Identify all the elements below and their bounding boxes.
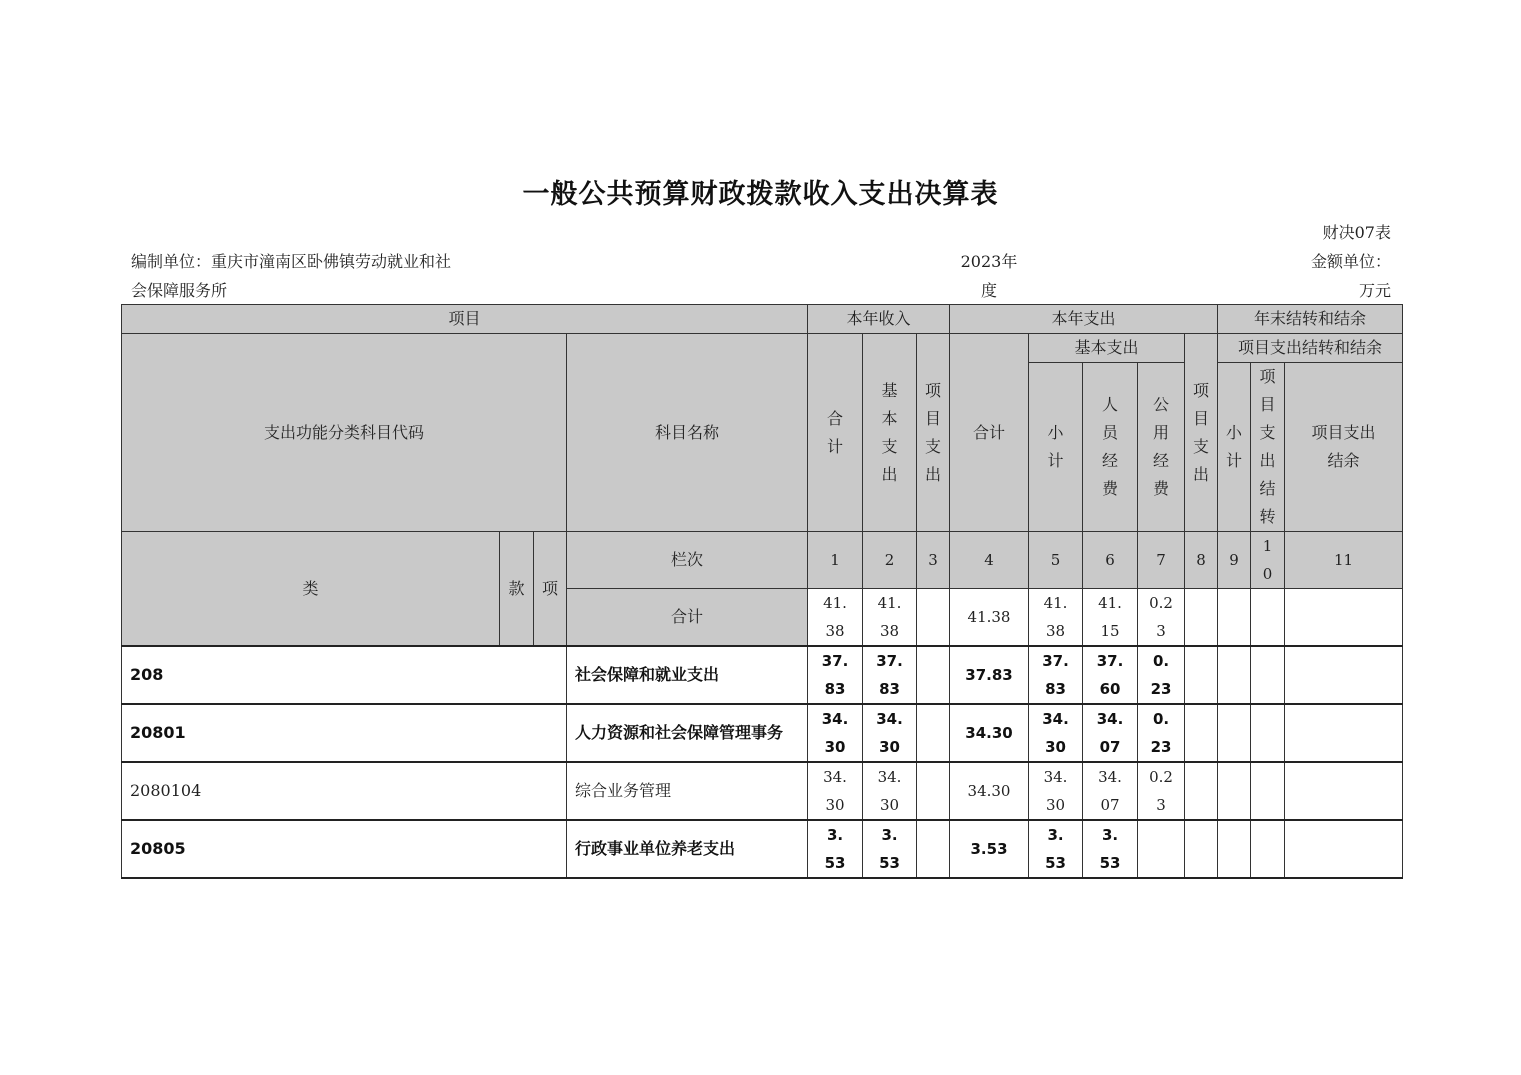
row-value: 37.60 — [1083, 646, 1138, 704]
row-value — [1251, 762, 1285, 820]
total-cell: 41.38 — [1029, 589, 1083, 647]
col-num: 7 — [1138, 532, 1185, 589]
row-value — [917, 704, 950, 762]
row-value — [1185, 646, 1218, 704]
row-code: 208 — [122, 646, 567, 704]
compiling-unit-line2: 会保障服务所 — [131, 281, 228, 300]
header-project-carryover: 项目支出结转和结余 — [1218, 334, 1403, 363]
header-xiang: 项 — [534, 532, 567, 647]
col-num: 9 — [1218, 532, 1251, 589]
header-income-basic: 基本支出 — [863, 334, 917, 532]
row-value — [917, 646, 950, 704]
col-num: 11 — [1285, 532, 1403, 589]
amount-unit-line1: 金额单位： — [1310, 252, 1391, 271]
col-num: 10 — [1251, 532, 1285, 589]
row-value: 0.23 — [1138, 704, 1185, 762]
row-name: 行政事业单位养老支出 — [567, 820, 808, 878]
row-code: 20805 — [122, 820, 567, 878]
total-cell: 0.23 — [1138, 589, 1185, 647]
row-value — [917, 820, 950, 878]
amount-unit — [1311, 247, 1391, 305]
row-code: 20801 — [122, 704, 567, 762]
total-cell: 41.38 — [950, 589, 1029, 647]
total-cell — [917, 589, 950, 647]
amount-unit-line2: 万元 — [1358, 281, 1391, 300]
row-value: 3.53 — [808, 820, 863, 878]
col-num: 6 — [1083, 532, 1138, 589]
header-project-balance: 项目支出结余 — [1285, 363, 1403, 532]
header-expense-subtotal: 小计 — [1029, 363, 1083, 532]
row-value — [1285, 820, 1403, 878]
header-project: 项目 — [122, 305, 808, 334]
fiscal-year-line1: 2023年 — [960, 252, 1018, 271]
col-num: 1 — [808, 532, 863, 589]
total-cell — [1251, 589, 1285, 647]
header-expense-total: 合计 — [950, 334, 1029, 532]
row-value: 0.23 — [1138, 762, 1185, 820]
header-kuan: 款 — [500, 532, 534, 647]
header-column-order: 栏次 — [567, 532, 808, 589]
col-num: 5 — [1029, 532, 1083, 589]
total-cell — [1218, 589, 1251, 647]
row-value — [1285, 762, 1403, 820]
col-num: 4 — [950, 532, 1029, 589]
row-value — [1218, 704, 1251, 762]
table-row — [122, 704, 1403, 762]
row-value — [1185, 762, 1218, 820]
row-value — [1218, 646, 1251, 704]
row-name: 综合业务管理 — [567, 762, 808, 820]
row-value: 3.53 — [863, 820, 917, 878]
row-code: 2080104 — [122, 762, 567, 820]
row-value — [1251, 646, 1285, 704]
row-value: 34.30 — [863, 704, 917, 762]
header-basic-expense: 基本支出 — [1029, 334, 1185, 363]
row-name: 人力资源和社会保障管理事务 — [567, 704, 808, 762]
col-num: 3 — [917, 532, 950, 589]
row-value: 3.53 — [1029, 820, 1083, 878]
header-expense-personnel: 人员经费 — [1083, 363, 1138, 532]
header-code: 支出功能分类科目代码 — [122, 334, 567, 532]
row-value: 0.23 — [1138, 646, 1185, 704]
header-lei: 类 — [122, 532, 500, 647]
row-value — [1285, 704, 1403, 762]
col-num: 2 — [863, 532, 917, 589]
header-carryover: 年末结转和结余 — [1218, 305, 1403, 334]
row-value: 34.30 — [808, 704, 863, 762]
total-cell — [1285, 589, 1403, 647]
compiling-unit-line1: 编制单位：重庆市潼南区卧佛镇劳动就业和社 — [131, 252, 452, 271]
row-value — [1218, 820, 1251, 878]
total-cell — [1185, 589, 1218, 647]
row-value: 34.30 — [950, 762, 1029, 820]
row-value — [917, 762, 950, 820]
total-label: 合计 — [567, 589, 808, 647]
row-value: 34.30 — [863, 762, 917, 820]
row-value: 34.07 — [1083, 704, 1138, 762]
table-code: 财决07表 — [1322, 223, 1391, 242]
total-cell: 41.38 — [863, 589, 917, 647]
row-value: 34.30 — [808, 762, 863, 820]
header-expense-project: 项目支出 — [1185, 334, 1218, 532]
row-value — [1185, 820, 1218, 878]
header-income-project: 项目支出 — [917, 334, 950, 532]
row-value: 34.07 — [1083, 762, 1138, 820]
table-row — [122, 762, 1403, 820]
row-value — [1251, 704, 1285, 762]
row-value: 37.83 — [1029, 646, 1083, 704]
header-income: 本年收入 — [808, 305, 950, 334]
header-income-total: 合计 — [808, 334, 863, 532]
page-title: 一般公共预算财政拨款收入支出决算表 — [522, 179, 999, 210]
header-project-carry: 项目支出结转 — [1251, 363, 1285, 532]
row-value — [1185, 704, 1218, 762]
row-value: 34.30 — [950, 704, 1029, 762]
row-value — [1218, 762, 1251, 820]
row-value — [1251, 820, 1285, 878]
budget-table — [121, 304, 1403, 879]
row-value — [1138, 820, 1185, 878]
row-value: 3.53 — [950, 820, 1029, 878]
header-expense-public: 公用经费 — [1138, 363, 1185, 532]
row-value: 37.83 — [808, 646, 863, 704]
table-row — [122, 820, 1403, 878]
table-row — [122, 646, 1403, 704]
header-name: 科目名称 — [567, 334, 808, 532]
total-cell: 41.15 — [1083, 589, 1138, 647]
col-num: 8 — [1185, 532, 1218, 589]
row-name: 社会保障和就业支出 — [567, 646, 808, 704]
row-value — [1285, 646, 1403, 704]
fiscal-year-line2: 度 — [980, 281, 997, 300]
row-value: 34.30 — [1029, 762, 1083, 820]
row-value: 3.53 — [1083, 820, 1138, 878]
row-value: 34.30 — [1029, 704, 1083, 762]
compiling-unit — [131, 247, 451, 305]
total-cell: 41.38 — [808, 589, 863, 647]
row-value: 37.83 — [950, 646, 1029, 704]
fiscal-year — [940, 247, 1038, 305]
row-value: 37.83 — [863, 646, 917, 704]
header-carryover-subtotal: 小计 — [1218, 363, 1251, 532]
header-expense: 本年支出 — [950, 305, 1218, 334]
